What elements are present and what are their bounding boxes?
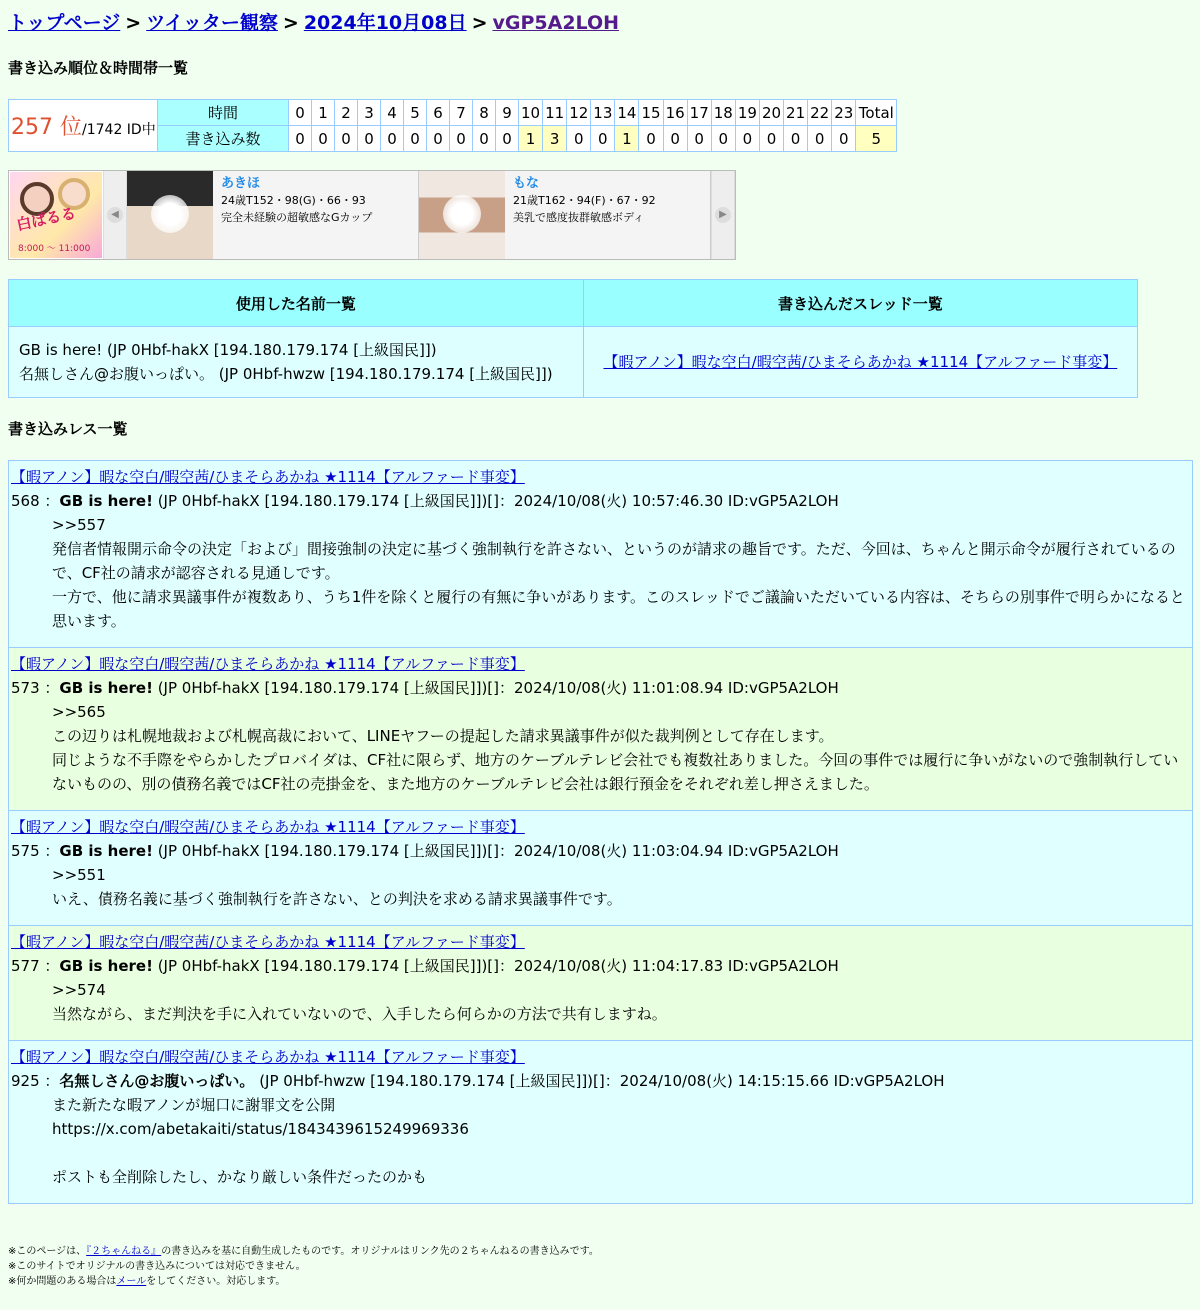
post-poster-name: GB is here! — [59, 957, 153, 975]
hour-cell: 2 — [335, 100, 358, 126]
post-header — [11, 489, 1190, 513]
thread-link[interactable]: 【暇アノン】暇な空白/暇空茜/ひまそらあかね ★1114【アルファード事変】 — [603, 353, 1118, 371]
ad-info — [213, 171, 380, 259]
post-number: 568 ： — [11, 492, 60, 510]
post-poster-name: GB is here! — [59, 679, 153, 697]
hour-count: 3 — [543, 126, 567, 152]
hour-cell: 1 — [312, 100, 335, 126]
hour-count: 0 — [832, 126, 856, 152]
ad-banner-image[interactable] — [10, 172, 102, 258]
ad-carousel[interactable] — [8, 170, 736, 260]
hour-count: 0 — [496, 126, 519, 152]
hour-count: 0 — [427, 126, 450, 152]
post-number: 573 ： — [11, 679, 60, 697]
hour-count: 0 — [711, 126, 735, 152]
ad-photo — [419, 171, 505, 259]
ad-info — [505, 171, 664, 259]
post-line: いえ、債務名義に基づく強制執行を許さない、との判決を求める請求異議事件です。 — [52, 890, 622, 908]
post-line: >>565 — [52, 703, 106, 721]
hour-count: 0 — [759, 126, 783, 152]
ad-prev-button[interactable] — [103, 171, 127, 259]
post — [9, 647, 1192, 810]
hour-cell: 17 — [687, 100, 711, 126]
hour-count: 0 — [335, 126, 358, 152]
photo-blur — [443, 195, 481, 233]
post-header — [11, 954, 1190, 978]
names-cell — [9, 327, 584, 398]
hour-count: 1 — [615, 126, 639, 152]
hour-cell: 19 — [735, 100, 759, 126]
hour-cell: 14 — [615, 100, 639, 126]
ad-card[interactable] — [419, 171, 711, 259]
hour-count: 0 — [735, 126, 759, 152]
hour-count: 0 — [663, 126, 687, 152]
hour-count: 0 — [289, 126, 312, 152]
rank-total: /1742 ID中 — [82, 122, 156, 138]
post — [9, 810, 1192, 925]
hour-cell: 11 — [543, 100, 567, 126]
hour-cell: 0 — [289, 100, 312, 126]
footer-line — [8, 1244, 1192, 1259]
names-header: 使用した名前一覧 — [9, 280, 584, 327]
hour-cell: 21 — [784, 100, 808, 126]
post-line: 一方で、他に請求異議事件が複数あり、うち1件を除くと履行の有無に争いがあります。このスレッドでご議論いただいている内容は、そちらの別事件で明らかになると思います。 — [52, 588, 1185, 630]
hour-cell: 22 — [808, 100, 832, 126]
hour-count: 0 — [358, 126, 381, 152]
threads-header: 書き込んだスレッド一覧 — [583, 280, 1137, 327]
hour-cell: 8 — [473, 100, 496, 126]
hour-count: 0 — [687, 126, 711, 152]
hour-count: 0 — [404, 126, 427, 152]
hour-cell: 15 — [639, 100, 663, 126]
post-meta: (JP 0Hbf-hakX [194.180.179.174 [上級国民]])[]：2024/10/08(火) 10:57:46.30 ID:vGP5A2LOH — [152, 492, 839, 510]
hour-cell: 20 — [759, 100, 783, 126]
hour-cell: 9 — [496, 100, 519, 126]
footer-line: ※このサイトでオリジナルの書き込みについては対応できません。 — [8, 1261, 306, 1272]
post-meta: (JP 0Hbf-hakX [194.180.179.174 [上級国民]])[]：2024/10/08(火) 11:01:08.94 ID:vGP5A2LOH — [152, 679, 839, 697]
breadcrumb-id-link[interactable]: vGP5A2LOH — [492, 12, 620, 34]
post-line: ポストも全削除したし、かなり厳しい条件だったのかも — [52, 1168, 428, 1186]
banner-title: 白ぱるる — [14, 203, 78, 235]
hour-cell: 23 — [832, 100, 856, 126]
footer-text: ※何か問題のある場合は — [8, 1276, 117, 1287]
footer-mail-link[interactable]: メール — [116, 1276, 147, 1287]
post-header — [11, 839, 1190, 863]
post-thread-link[interactable]: 【暇アノン】暇な空白/暇空茜/ひまそらあかね ★1114【アルファード事変】 — [11, 818, 525, 836]
post-body — [11, 513, 1190, 633]
post-line: >>557 — [52, 516, 106, 534]
post-header — [11, 1069, 1190, 1093]
post-thread-link[interactable]: 【暇アノン】暇な空白/暇空茜/ひまそらあかね ★1114【アルファード事変】 — [11, 933, 525, 951]
post-number: 925 ： — [11, 1072, 60, 1090]
time-label: 時間 — [158, 100, 289, 126]
hour-cell: 16 — [663, 100, 687, 126]
hour-count: 0 — [784, 126, 808, 152]
hour-cell: 12 — [567, 100, 591, 126]
hour-cell: 4 — [381, 100, 404, 126]
chevron-right-icon: ▶ — [715, 207, 731, 223]
post-poster-name: GB is here! — [59, 492, 153, 510]
hour-cell: 6 — [427, 100, 450, 126]
ad-card-stats: 21歳T162・94(F)・67・92 — [513, 194, 656, 207]
hour-cell: 3 — [358, 100, 381, 126]
hour-count: 0 — [381, 126, 404, 152]
ad-photo — [127, 171, 213, 259]
hour-cell: 18 — [711, 100, 735, 126]
post-thread-link[interactable]: 【暇アノン】暇な空白/暇空茜/ひまそらあかね ★1114【アルファード事変】 — [11, 468, 525, 486]
post-line — [52, 1141, 1190, 1165]
ad-card-desc: 美乳で感度抜群敏感ボディ — [513, 211, 645, 224]
ranking-heading: 書き込み順位＆時間帯一覧 — [8, 59, 189, 77]
ranking-table — [8, 99, 897, 152]
post-line: また新たな暇アノンが堀口に謝罪文を公開 — [52, 1096, 336, 1114]
post-line: 発信者情報開示命令の決定「および」間接強制の決定に基づく強制執行を許さない、というのが請求の趣旨です。ただ、今回は、ちゃんと開示命令が履行されているので、CF社の請求が認容される見通しです。 — [52, 540, 1176, 582]
post-line: https://x.com/abetakaiti/status/1843439615249969336 — [52, 1120, 469, 1138]
hour-cell: 7 — [450, 100, 473, 126]
hour-count: 0 — [808, 126, 832, 152]
post-poster-name: 名無しさん@お腹いっぱい。 — [59, 1072, 255, 1090]
footer-text: ※このページは、 — [8, 1246, 87, 1257]
footer-text: の書き込みを基に自動生成したものです。オリジナルはリンク先の２ちゃんねるの書き込みです。 — [161, 1246, 599, 1257]
post-line: >>551 — [52, 866, 106, 884]
post-header — [11, 676, 1190, 700]
ad-card-stats: 24歳T152・98(G)・66・93 — [221, 194, 366, 207]
post — [9, 1040, 1192, 1203]
post-poster-name: GB is here! — [59, 842, 153, 860]
post-line: 当然ながら、まだ判決を手に入れていないので、入手したら何らかの方法で共有しますね。 — [52, 1005, 667, 1023]
breadcrumb-separator: > — [125, 12, 142, 34]
breadcrumb-twitter-link[interactable]: ツイッター観察 — [146, 12, 278, 34]
total-header: Total — [856, 100, 897, 126]
hour-count: 0 — [567, 126, 591, 152]
ad-card-desc: 完全未経験の超敏感なGカップ — [221, 211, 373, 224]
footer — [8, 1244, 1192, 1289]
threads-cell — [583, 327, 1137, 398]
post-body — [11, 700, 1190, 796]
post-body — [11, 978, 1190, 1026]
breadcrumb — [8, 9, 1192, 37]
ad-card-name: もな — [513, 176, 540, 191]
post-meta: (JP 0Hbf-hwzw [194.180.179.174 [上級国民]])[]：2024/10/08(火) 14:15:15.66 ID:vGP5A2LOH — [254, 1072, 945, 1090]
photo-blur — [151, 195, 189, 233]
rank-number: 257 位 — [11, 115, 82, 140]
post-line: 同じような不手際をやらかしたプロバイダは、CF社に限らず、地方のケーブルテレビ会社でも複数社ありました。今回の事件では履行に争いがないので強制執行していないものの、別の債務名義ではCF社の売掛金を、また地方のケーブルテレビ会社は銀行預金をそれぞれ差し押さえました。 — [52, 751, 1179, 793]
post — [9, 461, 1192, 647]
post-body — [11, 863, 1190, 911]
breadcrumb-home-link[interactable]: トップページ — [8, 12, 121, 34]
post-number: 577 ： — [11, 957, 60, 975]
ad-card[interactable] — [127, 171, 419, 259]
names-threads-table — [8, 279, 1138, 398]
post-body — [11, 1093, 1190, 1189]
footer-2ch-link[interactable]: 『２ちゃんねる』 — [86, 1246, 162, 1257]
breadcrumb-date-link[interactable]: 2024年10月08日 — [303, 12, 467, 34]
name-entry: 名無しさん@お腹いっぱい。 (JP 0Hbf-hwzw [194.180.179.174 [上級国民]]) — [19, 365, 553, 383]
hour-cell: 13 — [591, 100, 615, 126]
hour-count: 0 — [473, 126, 496, 152]
count-label: 書き込み数 — [158, 126, 289, 152]
post-thread-link[interactable]: 【暇アノン】暇な空白/暇空茜/ひまそらあかね ★1114【アルファード事変】 — [11, 1048, 525, 1066]
ad-next-button[interactable] — [711, 171, 735, 259]
hour-cell: 10 — [519, 100, 543, 126]
hour-count: 0 — [639, 126, 663, 152]
post — [9, 925, 1192, 1040]
posts-heading: 書き込みレス一覧 — [8, 420, 128, 438]
breadcrumb-separator: > — [471, 12, 488, 34]
footer-text: をしてください。対応します。 — [146, 1276, 286, 1287]
post-number: 575 ： — [11, 842, 60, 860]
total-count: 5 — [856, 126, 897, 152]
hour-cell: 5 — [404, 100, 427, 126]
posts-list — [8, 460, 1193, 1204]
hour-count: 0 — [591, 126, 615, 152]
post-line: >>574 — [52, 981, 106, 999]
name-entry: GB is here! (JP 0Hbf-hakX [194.180.179.174 [上級国民]]) — [19, 341, 437, 359]
post-thread-link[interactable]: 【暇アノン】暇な空白/暇空茜/ひまそらあかね ★1114【アルファード事変】 — [11, 655, 525, 673]
post-meta: (JP 0Hbf-hakX [194.180.179.174 [上級国民]])[]：2024/10/08(火) 11:03:04.94 ID:vGP5A2LOH — [152, 842, 839, 860]
ad-card-name: あきほ — [221, 176, 261, 191]
hour-count: 0 — [450, 126, 473, 152]
banner-time: 8:000 〜 11:000 — [18, 244, 91, 254]
rank-summary — [9, 100, 158, 152]
hour-count: 0 — [312, 126, 335, 152]
chevron-left-icon: ◀ — [107, 207, 123, 223]
breadcrumb-separator: > — [282, 12, 299, 34]
post-line: この辺りは札幌地裁および札幌高裁において、LINEヤフーの提起した請求異議事件が似た裁判例として存在します。 — [52, 727, 834, 745]
post-meta: (JP 0Hbf-hakX [194.180.179.174 [上級国民]])[]：2024/10/08(火) 11:04:17.83 ID:vGP5A2LOH — [152, 957, 839, 975]
footer-line — [8, 1274, 1192, 1289]
hour-count: 1 — [519, 126, 543, 152]
